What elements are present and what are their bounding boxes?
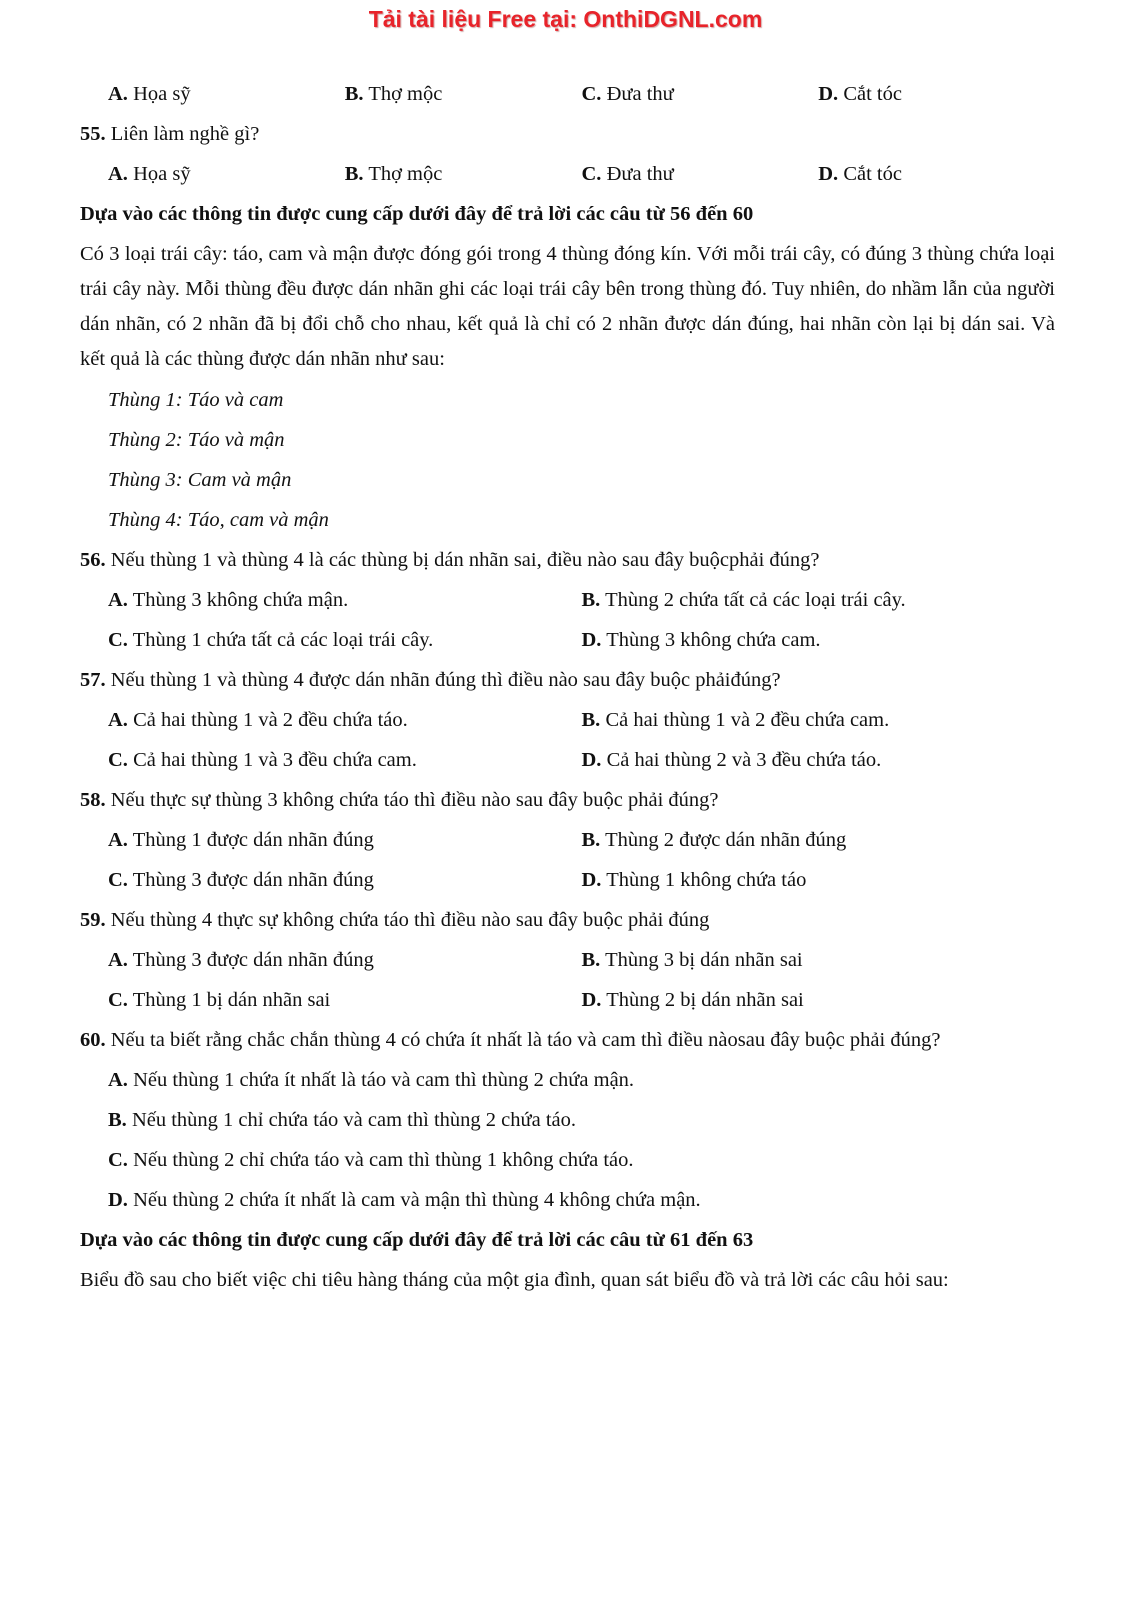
option-letter: D. [581, 869, 602, 891]
question-text: Liên làm nghề gì? [105, 123, 260, 145]
question-text: Nếu thùng 1 và thùng 4 là các thùng bị dán nhãn sai, điều nào sau đây buộcphải đúng? [105, 549, 820, 571]
option-letter: A. [108, 949, 128, 971]
option-text: Thùng 2 được dán nhãn đúng [600, 829, 847, 851]
option-text: Thùng 1 bị dán nhãn sai [127, 989, 331, 1011]
box-label-3: Thùng 3: Cam và mận [108, 469, 292, 491]
q55-stem [80, 114, 1055, 154]
option-letter: A. [108, 589, 128, 611]
option-text: Cắt tóc [838, 163, 902, 185]
option-letter: D. [818, 83, 839, 105]
option-text: Thùng 3 bị dán nhãn sai [600, 949, 803, 971]
option-text: Đưa thư [601, 83, 674, 105]
q60-option-a[interactable] [80, 1060, 1055, 1100]
option-text: Thùng 3 không chứa cam. [601, 629, 821, 651]
option-text: Thùng 1 không chứa táo [601, 869, 807, 891]
option-letter: B. [581, 949, 601, 971]
q60-option-c[interactable] [80, 1140, 1055, 1180]
option-letter: B. [344, 83, 364, 105]
q57-option-a[interactable] [108, 700, 582, 740]
section-heading-56-60: Dựa vào các thông tin được cung cấp dưới đây để trả lời các câu từ 56 đến 60 [80, 203, 754, 225]
option-text: Đưa thư [601, 163, 674, 185]
q56-option-b[interactable] [582, 580, 1056, 620]
box-label-4: Thùng 4: Táo, cam và mận [108, 509, 329, 531]
option-text: Cả hai thùng 1 và 3 đều chứa cam. [127, 749, 417, 771]
question-text: Nếu thùng 1 và thùng 4 được dán nhãn đúng thì điều nào sau đây buộc phảiđúng? [105, 669, 781, 691]
option-text: Nếu thùng 2 chỉ chứa táo và cam thì thùng 1 không chứa táo. [127, 1149, 634, 1171]
q54-option-d[interactable] [818, 74, 1055, 114]
q59-option-a[interactable] [108, 940, 582, 980]
option-text: Họa sỹ [127, 83, 191, 105]
q54-option-c[interactable] [582, 74, 819, 114]
q54-option-a[interactable] [108, 74, 345, 114]
q56-stem [80, 540, 1055, 580]
option-text: Nếu thùng 2 chứa ít nhất là cam và mận thì thùng 4 không chứa mận. [127, 1189, 701, 1211]
q54-options [80, 74, 1055, 114]
option-letter: C. [108, 749, 128, 771]
option-letter: B. [581, 709, 601, 731]
option-text: Họa sỹ [127, 163, 191, 185]
q60-option-b[interactable] [80, 1100, 1055, 1140]
q58-option-c[interactable] [108, 860, 582, 900]
option-letter: A. [108, 163, 128, 185]
section-intro [80, 234, 1055, 380]
q57-stem [80, 660, 1055, 700]
option-letter: A. [108, 1069, 128, 1091]
question-text: Nếu thùng 4 thực sự không chứa táo thì điều nào sau đây buộc phải đúng [105, 909, 710, 931]
q55-options [80, 154, 1055, 194]
option-letter: C. [108, 989, 128, 1011]
question-text: Nếu ta biết rằng chắc chắn thùng 4 có chứa ít nhất là táo và cam thì điều nàosau đây buộc phải đúng? [105, 1029, 941, 1051]
option-text: Cả hai thùng 1 và 2 đều chứa táo. [127, 709, 408, 731]
q58-options-row-1 [80, 820, 1055, 860]
question-number: 59. [80, 909, 106, 931]
question-number: 56. [80, 549, 106, 571]
q58-options-row-2 [80, 860, 1055, 900]
option-letter: D. [581, 989, 602, 1011]
q57-option-d[interactable] [582, 740, 1056, 780]
q58-option-a[interactable] [108, 820, 582, 860]
option-text: Nếu thùng 1 chỉ chứa táo và cam thì thùng 2 chứa táo. [126, 1109, 576, 1131]
q59-option-b[interactable] [582, 940, 1056, 980]
q59-option-d[interactable] [582, 980, 1056, 1020]
q59-option-c[interactable] [108, 980, 582, 1020]
option-letter: B. [581, 829, 601, 851]
option-letter: B. [108, 1109, 127, 1131]
option-letter: B. [344, 163, 364, 185]
option-letter: B. [581, 589, 601, 611]
question-text: Nếu thực sự thùng 3 không chứa táo thì điều nào sau đây buộc phải đúng? [105, 789, 719, 811]
q59-options-row-2 [80, 980, 1055, 1020]
q57-options-row-1 [80, 700, 1055, 740]
q56-options-row-2 [80, 620, 1055, 660]
option-letter: C. [581, 163, 602, 185]
option-text: Cả hai thùng 2 và 3 đều chứa táo. [601, 749, 882, 771]
option-letter: A. [108, 829, 128, 851]
option-text: Cắt tóc [838, 83, 902, 105]
question-number: 58. [80, 789, 106, 811]
q60-option-d[interactable] [80, 1180, 1055, 1220]
q57-options-row-2 [80, 740, 1055, 780]
q56-option-c[interactable] [108, 620, 582, 660]
option-letter: D. [581, 749, 602, 771]
option-text: Thùng 1 được dán nhãn đúng [127, 829, 374, 851]
q55-option-a[interactable] [108, 154, 345, 194]
option-text: Cả hai thùng 1 và 2 đều chứa cam. [600, 709, 890, 731]
option-text: Nếu thùng 1 chứa ít nhất là táo và cam thì thùng 2 chứa mận. [127, 1069, 635, 1091]
q57-option-c[interactable] [108, 740, 582, 780]
q56-option-a[interactable] [108, 580, 582, 620]
option-letter: C. [108, 1149, 128, 1171]
q55-option-b[interactable] [345, 154, 582, 194]
option-text: Thùng 3 không chứa mận. [127, 589, 349, 611]
q54-option-b[interactable] [345, 74, 582, 114]
q56-option-d[interactable] [582, 620, 1056, 660]
box-label-1: Thùng 1: Táo và cam [108, 389, 284, 411]
q59-options-row-1 [80, 940, 1055, 980]
option-text: Thùng 2 chứa tất cả các loại trái cây. [600, 589, 906, 611]
option-letter: A. [108, 83, 128, 105]
q58-stem [80, 780, 1055, 820]
box-label-2: Thùng 2: Táo và mận [108, 429, 285, 451]
option-letter: D. [108, 1189, 128, 1211]
exam-page [80, 74, 1055, 1300]
q58-option-d[interactable] [582, 860, 1056, 900]
section-paragraph: Có 3 loại trái cây: táo, cam và mận được đóng gói trong 4 thùng đóng kín. Với mỗi trái cây, có đúng 3 thùng chứa loại trái cây này. Mỗi thùng đều được dán nhãn ghi các loại trái cây bên trong thùng đó. Tuy nhiên, do nhầm lẫn của người dán nhãn, có 2 nhãn đã bị đổi chỗ cho nhau, kết quả là chỉ có 2 nhãn được dán đúng, hai nhãn còn lại bị dán sai. Và kết quả là các thùng được dán nhãn như sau: [80, 243, 1055, 370]
option-text: Thợ mộc [363, 83, 443, 105]
q55-option-c[interactable] [582, 154, 819, 194]
section-heading-61-63: Dựa vào các thông tin được cung cấp dưới đây để trả lời các câu từ 61 đến 63 [80, 1229, 754, 1251]
option-text: Thùng 2 bị dán nhãn sai [601, 989, 804, 1011]
question-number: 55. [80, 123, 106, 145]
q58-option-b[interactable] [582, 820, 1056, 860]
option-letter: C. [108, 629, 128, 651]
option-letter: D. [581, 629, 602, 651]
question-number: 60. [80, 1029, 106, 1051]
option-letter: D. [818, 163, 839, 185]
section-2-paragraph: Biểu đồ sau cho biết việc chi tiêu hàng tháng của một gia đình, quan sát biểu đồ và trả lời các câu hỏi sau: [80, 1269, 949, 1291]
option-letter: C. [108, 869, 128, 891]
option-text: Thùng 3 được dán nhãn đúng [127, 869, 374, 891]
option-text: Thùng 1 chứa tất cả các loại trái cây. [127, 629, 434, 651]
q57-option-b[interactable] [582, 700, 1056, 740]
option-letter: A. [108, 709, 128, 731]
question-number: 57. [80, 669, 106, 691]
site-banner[interactable]: Tải tài liệu Free tại: OnthiDGNL.com [368, 6, 763, 32]
option-text: Thợ mộc [363, 163, 443, 185]
q56-options-row-1 [80, 580, 1055, 620]
q59-stem [80, 900, 1055, 940]
q60-stem [80, 1020, 1055, 1060]
q55-option-d[interactable] [818, 154, 1055, 194]
option-letter: C. [581, 83, 602, 105]
option-text: Thùng 3 được dán nhãn đúng [127, 949, 374, 971]
